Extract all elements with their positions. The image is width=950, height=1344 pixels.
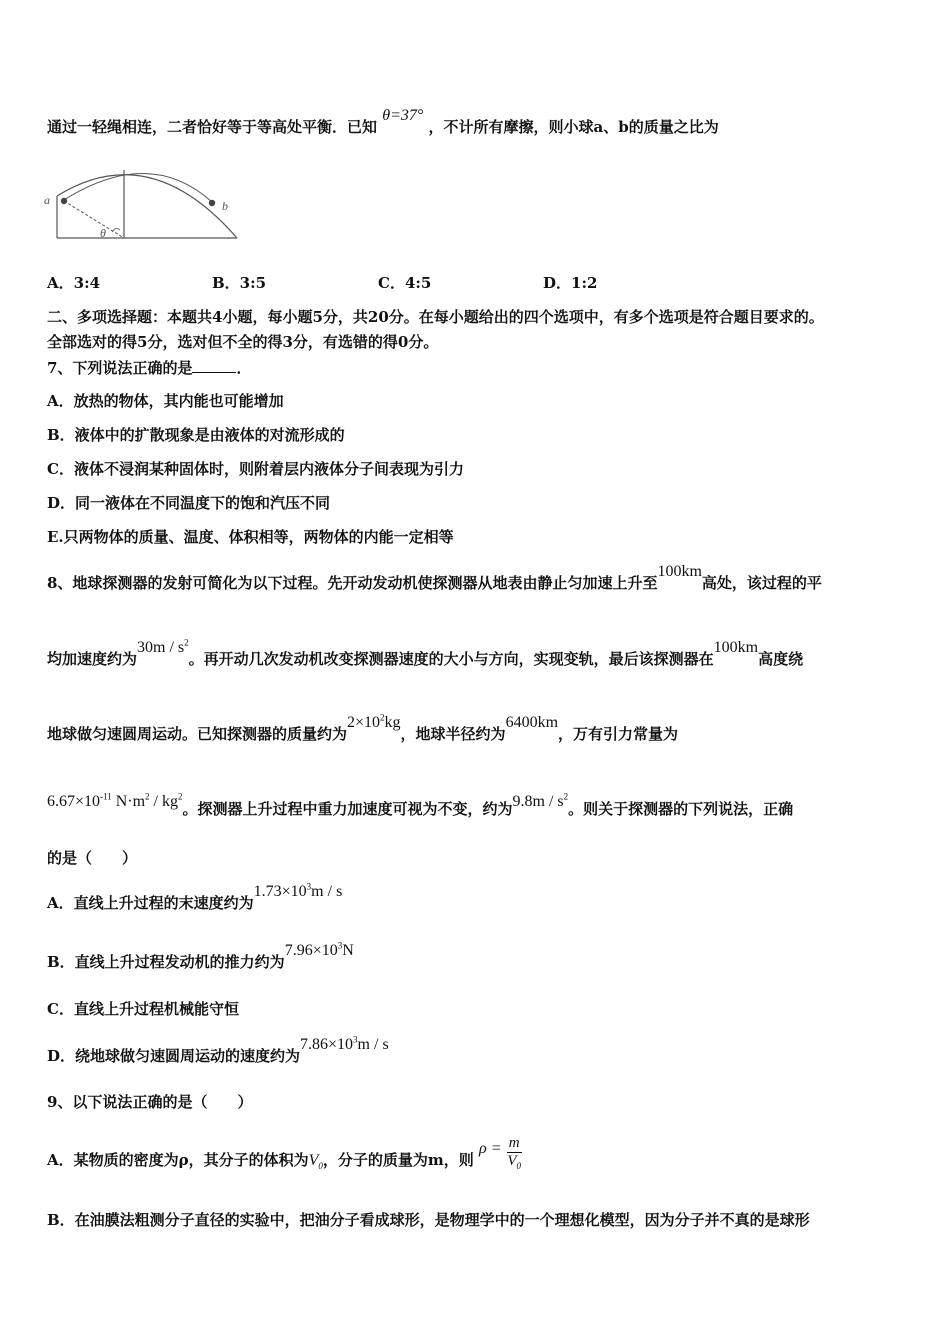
q9-stem: 9、以下说法正确的是（ ） bbox=[47, 1093, 253, 1111]
q8-line4: $6.67\times 10^{-11}$ $N\cdot m^2 / kg^2$。探测器上升过程中重力加速度可视为不变，约为$9.8m / s^2$。则关于探测器的下列说法，正确 bbox=[47, 791, 794, 818]
q6-option-d[interactable]: D．1:2 bbox=[543, 274, 598, 292]
theta-formula: θ=37° bbox=[382, 107, 424, 124]
q9-option-a[interactable]: A．某物质的密度为ρ，其分子的体积为$V_0$，分子的质量为m，则 ρ = $\frac{m}{V_0}$ bbox=[47, 1135, 521, 1172]
q8-option-d[interactable]: D．绕地球做匀速圆周运动的速度约为$7.86\times 10^3m / s$ bbox=[47, 1034, 389, 1065]
q7-option-e[interactable]: E.只两物体的质量、温度、体积相等，两物体的内能一定相等 bbox=[47, 528, 454, 546]
figure-rope bbox=[64, 173, 212, 202]
ball-b bbox=[209, 200, 215, 206]
q8-option-a[interactable]: A．直线上升过程的末速度约为$1.73\times 10^3m / s$ bbox=[47, 881, 343, 912]
label-theta: θ bbox=[100, 226, 106, 240]
figure-dashed-radius bbox=[64, 201, 124, 238]
q8-line2: 均加速度约为$30m / s^2$。再开动几次发动机改变探测器速度的大小与方向，实现变轨，最后该探测器在100km高度绕 bbox=[47, 637, 804, 668]
q8-line1: 8、地球探测器的发射可简化为以下过程。先开动发动机使探测器从地表由静止匀加速上升至100km高处，该过程的平 bbox=[47, 563, 822, 592]
q7-option-a[interactable]: A．放热的物体，其内能也可能增加 bbox=[47, 392, 284, 410]
q7-option-c[interactable]: C．液体不浸润某种固体时，则附着层内液体分子间表现为引力 bbox=[47, 460, 464, 478]
figure-arc bbox=[57, 175, 237, 238]
answer-blank bbox=[192, 360, 236, 373]
label-b: b bbox=[222, 199, 228, 213]
q8-line5: 的是（ ） bbox=[47, 849, 138, 867]
section2-line1: 二、多项选择题：本题共4小题，每小题5分，共20分。在每小题给出的四个选项中，有多个选项是符合题目要求的。 bbox=[47, 308, 824, 326]
q7-option-d[interactable]: D．同一液体在不同温度下的饱和汽压不同 bbox=[47, 494, 331, 512]
q8-option-c[interactable]: C．直线上升过程机械能守恒 bbox=[47, 1000, 239, 1018]
q6-option-b[interactable]: B．3:5 bbox=[212, 274, 267, 292]
q6-option-a[interactable]: A．3:4 bbox=[47, 274, 101, 292]
q6-option-c[interactable]: C．4:5 bbox=[378, 274, 432, 292]
q7-option-b[interactable]: B．液体中的扩散现象是由液体的对流形成的 bbox=[47, 426, 345, 444]
q8-option-b[interactable]: B．直线上升过程发动机的推力约为$7.96\times 10^3N$ bbox=[47, 940, 354, 971]
density-fraction: $\frac{m}{V_0}$ bbox=[507, 1135, 521, 1171]
ball-a bbox=[61, 198, 67, 204]
q8-line3: 地球做匀速圆周运动。已知探测器的质量约为$2\times 10^2kg$，地球半径约为6400km，万有引力常量为 bbox=[47, 712, 679, 743]
semicircle-figure bbox=[40, 160, 250, 245]
q7-stem: 7、下列说法正确的是 ． bbox=[47, 359, 252, 377]
section2-line2: 全部选对的得5分，选对但不全的得3分，有选错的得0分。 bbox=[47, 333, 439, 351]
q6-stem: 通过一轻绳相连，二者恰好等于等高处平衡．已知 θ=37° ，不计所有摩擦，则小球a、b的质量之比为 bbox=[47, 107, 719, 136]
q9-option-b[interactable]: B．在油膜法粗测分子直径的实验中，把油分子看成球形，是物理学中的一个理想化模型，因为分子并不真的是球形 bbox=[47, 1211, 810, 1229]
label-a: a bbox=[44, 193, 50, 207]
